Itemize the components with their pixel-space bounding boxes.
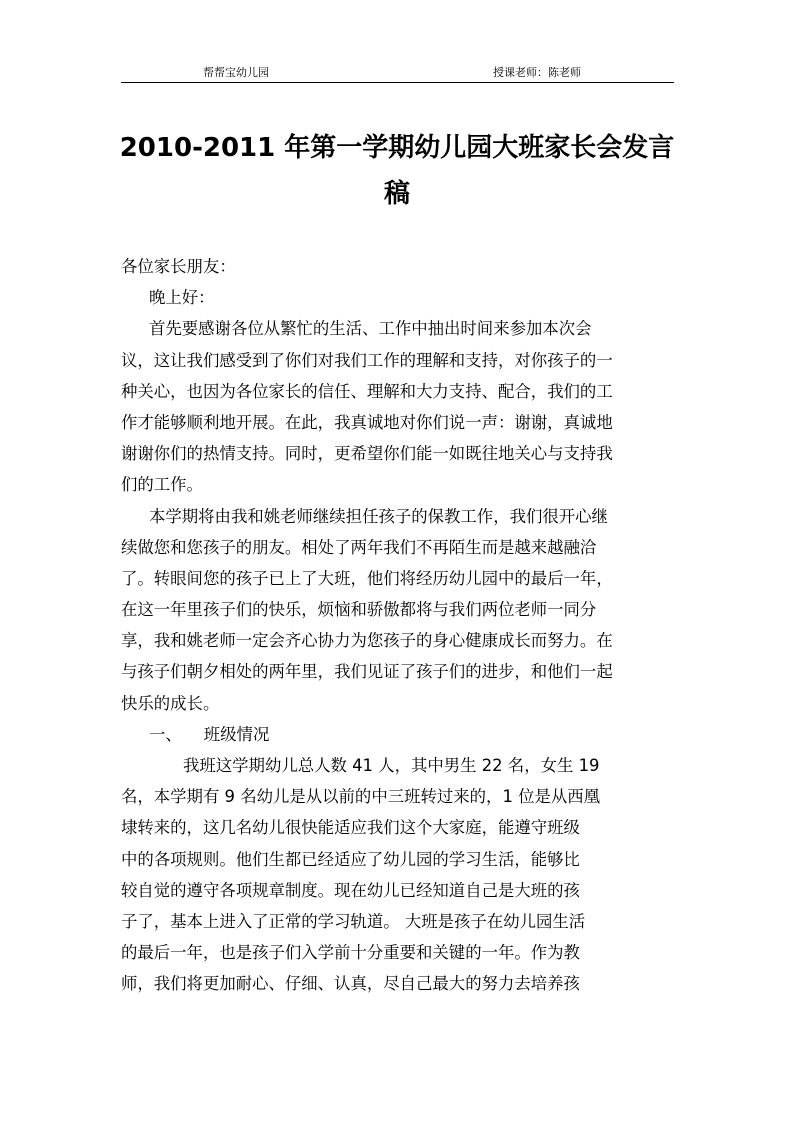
paragraph-3-line: 的最后一年，也是孩子们入学前十分重要和关键的一年。作为教	[121, 943, 580, 963]
greeting: 晚上好：	[149, 288, 215, 308]
paragraph-3-line: 较自觉的遵守各项规章制度。现在幼儿已经知道自己是大班的孩	[121, 880, 580, 900]
paragraph-2-line: 快乐的成长。	[121, 693, 220, 713]
paragraph-3-line: 中的各项规则。他们生都已经适应了幼儿园的学习生活，能够比	[121, 849, 580, 869]
paragraph-1-line: 议，这让我们感受到了你们对我们工作的理解和支持，对你孩子的一	[121, 350, 613, 370]
paragraph-1-line: 种关心，也因为各位家长的信任、理解和大力支持、配合，我们的工	[121, 381, 613, 401]
title-line-1: 2010-2011 年第一学期幼儿园大班家长会发言	[119, 133, 675, 163]
paragraph-1-line: 谢谢你们的热情支持。同时，更希望你们能一如既往地关心与支持我	[121, 444, 613, 464]
paragraph-2-line: 与孩子们朝夕相处的两年里，我们见证了孩子们的进步，和他们一起	[121, 662, 613, 682]
document-body	[121, 251, 674, 1000]
paragraph-2-line: 在这一年里孩子们的快乐，烦恼和骄傲都将与我们两位老师一同分	[121, 600, 597, 620]
paragraph-1-line: 首先要感谢各位从繁忙的生活、工作中抽出时间来参加本次会	[149, 319, 592, 339]
paragraph-1-line: 作才能够顺利地开展。在此，我真诚地对你们说一声：谢谢，真诚地	[121, 412, 613, 432]
paragraph-2-line: 本学期将由我和姚老师继续担任孩子的保教工作，我们很开心继	[149, 506, 608, 526]
paragraph-2-line: 了。转眼间您的孩子已上了大班，他们将经历幼儿园中的最后一年，	[121, 568, 613, 588]
document-title	[110, 125, 684, 217]
paragraph-3-line: 我班这学期幼儿总人数 41 人，其中男生 22 名，女生 19	[183, 756, 600, 775]
paragraph-3-line: 师，我们将更加耐心、仔细、认真，尽自己最大的努力去培养孩	[121, 974, 580, 994]
page-header	[121, 62, 674, 83]
title-line-2: 稿	[383, 179, 410, 209]
header-teacher: 授课老师：陈老师	[493, 66, 581, 79]
paragraph-2-line: 续做您和您孩子的朋友。相处了两年我们不再陌生而是越来越融洽	[121, 537, 597, 557]
salutation: 各位家长朋友：	[121, 257, 236, 276]
header-school-name: 帮帮宝幼儿园	[203, 66, 269, 79]
section-title: 班级情况	[203, 724, 270, 744]
paragraph-3-line: 名，本学期有 9 名幼儿是从以前的中三班转过来的，1 位是从西凰	[121, 787, 601, 807]
paragraph-3-line: 埭转来的，这几名幼儿很快能适应我们这个大家庭，能遵守班级	[121, 818, 580, 838]
paragraph-2-line: 享，我和姚老师一定会齐心协力为您孩子的身心健康成长而努力。在	[121, 631, 613, 651]
paragraph-1-line: 们的工作。	[121, 475, 203, 495]
paragraph-3-line: 子了，基本上进入了正常的学习轨道。 大班是孩子在幼儿园生活	[121, 911, 586, 931]
section-heading	[121, 719, 674, 750]
section-number: 一、	[149, 724, 182, 744]
